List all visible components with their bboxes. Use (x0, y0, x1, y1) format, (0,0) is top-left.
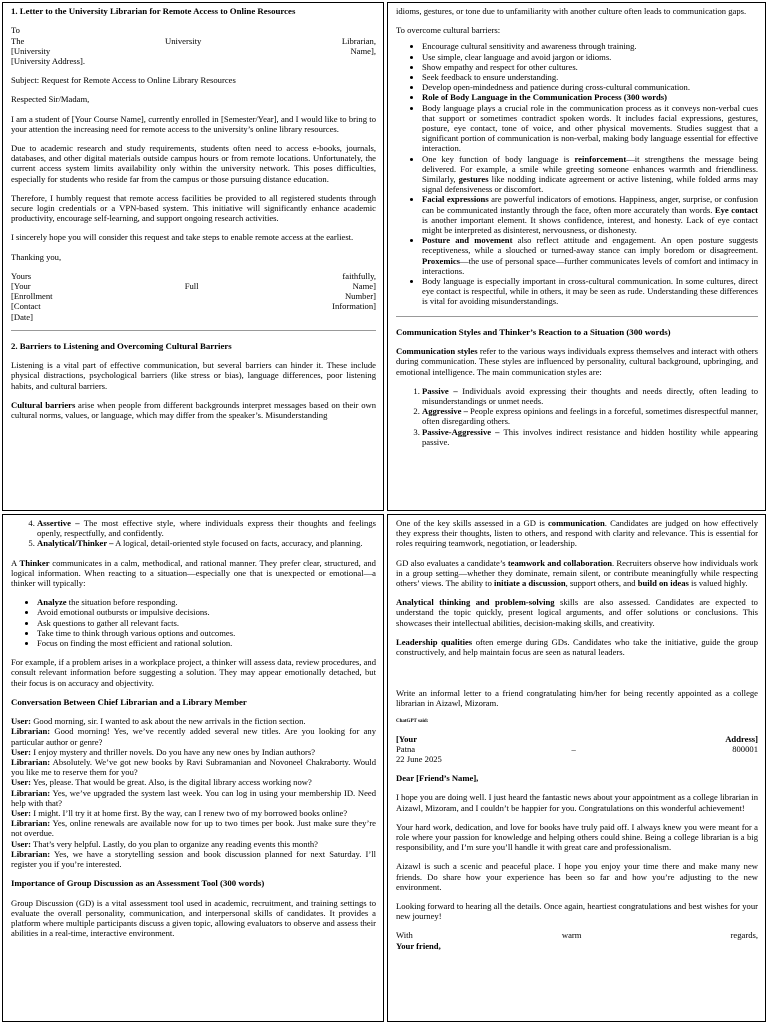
bold-term: Analyze (37, 597, 67, 608)
conversation-line (11, 777, 376, 787)
section-heading-letter: 1. Letter to the University Librarian for Remote Access to Online Resources (11, 6, 296, 16)
bold-term: Communication styles (396, 346, 478, 357)
conversation-text: Good morning! Yes, we’ve recently added several new titles. Are you looking for any particular author or genre? (11, 726, 376, 747)
speaker-label: Librarian: (11, 757, 51, 768)
letter-paragraph: Due to academic research and study requirements, students often need to access e-books, journals, databases, and other digital materials outside campus hours or from remote locations. Unfortunately, the current access system limits availability only within the university network. This poses difficulties, especially for students who reside far from the campus or those pursuing distance education. (11, 143, 376, 184)
letter-signoff (396, 941, 758, 951)
address-word: Patna (396, 743, 416, 754)
styles-paragraph (396, 346, 758, 377)
overcome-list (396, 41, 758, 306)
bold-term: initiate a discussion (494, 578, 566, 589)
conversation-line (11, 839, 376, 849)
bold-term: Cultural barriers (11, 399, 76, 410)
letter-paragraph: Therefore, I humbly request that remote access facilities be provided to all registered students through secure login credentials or a VPN-based system. This initiative will significantly enhance academic productivity, encourage self-learning, and support ongoing research activities. (11, 192, 376, 224)
speaker-label: User: (11, 808, 32, 819)
address-line-2 (11, 46, 376, 56)
gd-paragraph: Group Discussion (GD) is a vital assessment tool used in academic, recruitment, and training settings to evaluate the overall personality, communication, and interpersonal skills of candidates. It provides a platform where multiple participants discuss a given topic, allowing evaluators to observe and assess their abilities in a real-time, interactive environment. (11, 897, 376, 939)
signature-word: Information] (332, 301, 376, 312)
speaker-label: User: (11, 838, 32, 849)
letter-paragraph: Your hard work, dedication, and love for books have truly paid off. I always knew you were meant for a role where your passion for knowledge and helping others could shine. Being a college librarian is a big responsibility, and I’m sure you’ll handle it with great care and professionalism. (396, 821, 758, 853)
spacer (396, 666, 758, 688)
paragraph-text: also reflect attitude and engagement. An open posture suggests receptiveness, while a slouched or turned-away stance can imply boredom or disagreement. (422, 235, 758, 256)
conversation-text: Yes, please. That would be great. Also, is the digital library access working now? (31, 777, 312, 788)
thinker-paragraph (11, 558, 376, 589)
conversation-text: I enjoy mystery and thriller novels. Do you have any new ones by Indian authors? (31, 746, 316, 757)
bold-term: Passive-Aggressive – (422, 426, 500, 437)
address-word: Name], (350, 45, 376, 56)
paragraph-text: One key function of body language is (422, 153, 575, 164)
example-paragraph: For example, if a problem arises in a workplace project, a thinker will assess data, review procedures, and consult relevant information before suggesting a solution. They may appear emotionally detached, but their focus is on accuracy and objectivity. (11, 657, 376, 688)
paragraph-text: like nodding indicate agreement or active listening, while folded arms may signal defensiveness or discomfort. (422, 174, 758, 195)
list-item (422, 386, 758, 406)
paragraph-text: often emerge during GDs. Candidates who take the initiative, guide the group constructively, and help maintain focus are seen as natural leaders. (396, 636, 759, 658)
signature-word: Name] (352, 281, 376, 292)
signature-word: Full (184, 281, 199, 292)
section-heading-barriers: 2. Barriers to Listening and Overcoming Cultural Barriers (11, 340, 232, 351)
paragraph-text: , support others, and (565, 578, 638, 589)
letter-paragraph: I hope you are doing well. I just heard the fantastic news about your appointment as a college librarian in Aizawl, Mizoram, and I couldn’t be happier for you. Congratulations on this wonderful achievement! (396, 792, 758, 813)
bold-term: Assertive – (37, 518, 80, 528)
letter-paragraph: I sincerely hope you will consider this request and take steps to enable remote access at the earliest. (11, 232, 354, 243)
letter-subject: Subject: Request for Remote Access to Online Library Resources (11, 75, 236, 86)
list-item (37, 518, 376, 538)
section-divider (396, 316, 758, 317)
paragraph-text: the situation before responding. (66, 597, 178, 608)
paragraph-text: is another important element. It shows confidence, interest, and honesty. Lack of eye contact might be interpreted as disinterest, nervousness, or dishonesty. (422, 214, 758, 236)
signature-line (11, 271, 376, 281)
list-item: • Avoid emotional outbursts or impulsive decisions. (37, 607, 376, 617)
list-item: • Use simple, clear language and avoid jargon or idioms. (422, 52, 758, 62)
conversation-text: Yes, we’ve upgraded the system last week. You can log in using your membership ID. Need help with that? (11, 787, 376, 808)
paragraph-text: A (11, 557, 20, 568)
paragraph-text: refer to the various ways individuals express themselves and interact with others during communication. These styles are influenced by personality, cultural background, upbringing, and emotional intelligence. The main communication styles are: (396, 346, 758, 377)
signature-word: Yours (11, 270, 32, 281)
bold-term: Your friend, (396, 940, 441, 951)
list-item (422, 427, 758, 447)
speaker-label: User: (11, 716, 32, 727)
address-line-1 (11, 36, 376, 46)
bold-term: reinforcement (574, 153, 627, 164)
chatgpt-label: ChatGPT said: (396, 718, 429, 724)
letter-closing (396, 930, 758, 940)
list-item: • Focus on finding the most efficient and rational solution. (37, 638, 376, 648)
signature-word: [Your (11, 281, 31, 292)
paragraph-text: —it strengthens the message being delivered. For example, a smile while greeting someone enhances warmth and friendliness. Similarly, (422, 153, 759, 185)
styles-list (396, 386, 758, 447)
list-item: • Ask questions to gather all relevant facts. (37, 618, 376, 628)
list-item: • Develop open-mindedness and patience during cross-cultural communication. (422, 82, 758, 92)
bold-term: build on ideas (637, 578, 689, 589)
gd-paragraph (396, 558, 758, 589)
list-item (422, 235, 758, 276)
conversation-line (11, 808, 376, 818)
conversation-text: Absolutely. We’ve got new books by Ravi Subramanian and Novoneel Chakraborty. Would you like me to reserve them for you? (11, 757, 376, 778)
panel-body-language (387, 2, 766, 511)
signature-word: [Contact (11, 301, 41, 312)
letter-greeting (396, 773, 758, 783)
list-item-heading (422, 92, 758, 102)
letter-address-line (396, 744, 758, 754)
bold-term: Proxemics (422, 255, 461, 266)
conversation-line (11, 818, 376, 838)
address-line-3: [University Address]. (11, 56, 85, 67)
closing-word: With (396, 930, 413, 941)
gd-paragraph (396, 597, 758, 628)
gd-paragraph (396, 637, 758, 657)
paragraph-text: People express opinions and feelings in a forceful, sometimes disrespectful manner, often disregarding others. (422, 406, 758, 427)
letter-paragraph: Looking forward to hearing all the details. Once again, heartiest congratulations and best wishes for your new journey! (396, 901, 758, 922)
letter-address-line (396, 734, 758, 744)
bold-term: communication (547, 518, 605, 528)
speaker-label: Librarian: (11, 787, 51, 798)
section-heading-styles: Communication Styles and Thinker’s Reaction to a Situation (300 words) (396, 326, 671, 337)
list-item (37, 538, 376, 548)
bold-term: Analytical thinking and problem-solving (396, 597, 555, 608)
bold-term: Facial expressions (422, 194, 489, 205)
paragraph-text: is valued highly. (688, 578, 748, 589)
list-item (422, 194, 758, 235)
list-item: • Show empathy and respect for other cultures. (422, 62, 758, 72)
conversation-line (11, 726, 376, 746)
overcome-intro: To overcome cultural barriers: (396, 25, 501, 36)
panel-thinker-conversation (2, 514, 384, 1022)
speaker-label: Librarian: (11, 818, 51, 829)
paragraph-text: skills are also assessed. Candidates are expected to understand the topic quickly, present logical arguments, and offer solutions or conclusions. This showcases their intellectual abilities, decision-making skills, and creativity. (396, 597, 758, 628)
letter-paragraph: Aizawl is such a scenic and peaceful place. I hope you enjoy your time there and make many new friends. Do share how your experience has been so far and how you’re adjusting to the new environment. (396, 861, 758, 892)
paragraph-text: are powerful indicators of emotions. Happiness, anger, surprise, or confusion can be communicated instantly through the face, often more accurately than words. (422, 194, 758, 215)
list-item: • Body language is especially important in cross-cultural communication. In some cultures, direct eye contact is respectful, while in others, it may be seen as rude. Understanding these differences is vital for avoiding misunderstandings. (422, 276, 758, 307)
bold-term: gestures (458, 174, 489, 185)
conversation-text: That’s very helpful. Lastly, do you plan to organize any reading events this month? (31, 838, 318, 849)
bold-term: Leadership qualities (396, 636, 473, 647)
bold-term: Posture and movement (422, 235, 513, 246)
gd-paragraph (396, 518, 758, 549)
conversation-line (11, 849, 376, 869)
signature-line (11, 301, 376, 311)
letter-paragraph: I am a student of [Your Course Name], currently enrolled in [Semester/Year], and I would like to bring to your attention the increasing need for remote access to the university’s online library resources. (11, 113, 376, 134)
letter-to: To (11, 25, 20, 36)
signature-line (11, 291, 376, 301)
signature-line (11, 281, 376, 291)
bold-term: Eye contact (714, 204, 758, 215)
address-word: [Your (396, 733, 418, 744)
address-word: The (11, 35, 25, 46)
paragraph-text: The most effective style, where individuals express their thoughts and feelings openly, respectfully, and confidently. (37, 518, 376, 539)
paragraph-text: arise when people from different backgrounds interpret messages based on their own cultural norms, values, or language, which may differ from the speaker’s. Misunderstanding (11, 399, 376, 421)
bold-term: Aggressive – (422, 406, 468, 417)
conversation-text: Good morning, sir. I wanted to ask about the new arrivals in the fiction section. (31, 716, 306, 727)
conversation-text: Yes, online renewals are available now for up to two times per book. Just make sure they’re not overdue. (11, 818, 376, 839)
section-heading-conversation: Conversation Between Chief Librarian and a Library Member (11, 696, 247, 707)
bold-term: Analytical/Thinker – (37, 538, 114, 549)
barriers-paragraph: Listening is a vital part of effective communication, but several barriers can hinder it. These include physical distractions, psychological barriers (like stress or bias), language differences, poor listening habits, and cultural barriers. (11, 360, 376, 391)
speaker-label: User: (11, 746, 32, 757)
signature-date: [Date] (11, 311, 33, 322)
paragraph-text: Individuals avoid expressing their thoughts and needs directly, often leading to misunderstandings or unmet needs. (422, 385, 758, 406)
panel-gd-and-letter (387, 514, 766, 1022)
letter-date: 22 June 2025 (396, 754, 442, 765)
conversation-line (11, 757, 376, 777)
paragraph-text: One of the key skills assessed in a GD is (396, 518, 548, 528)
signature-word: [Enrollment (11, 291, 53, 302)
bold-term: teamwork and collaboration (507, 557, 613, 568)
paragraph-text: . Recruiters observe how individuals work in a group setting—whether they dominate, remain silent, or contribute meaningfully while respecting others’ views. The ability to (396, 557, 759, 589)
question-prompt: Write an informal letter to a friend congratulating him/her for being recently appointed as a college librarian in Aizawl, Mizoram. (396, 688, 758, 709)
conversation-text: Yes, we have a storytelling session and book discussion planned for next Saturday. I’ll register you if you’re interested. (11, 848, 376, 870)
continued-paragraph: idioms, gestures, or tone due to unfamiliarity with another culture often leads to communication gaps. (396, 6, 747, 16)
signature-word: faithfully, (342, 270, 376, 281)
address-word: 800001 (732, 743, 758, 754)
list-item: • Encourage cultural sensitivity and awareness through training. (422, 41, 758, 51)
cultural-barriers-paragraph (11, 400, 376, 420)
styles-list-continued (11, 518, 376, 549)
bold-term: Thinker (19, 557, 50, 568)
speaker-label: Librarian: (11, 726, 51, 737)
panel-letter-librarian (2, 2, 384, 511)
conversation (11, 716, 376, 869)
closing-word: warm (561, 930, 582, 941)
section-heading-gd: Importance of Group Discussion as an Assessment Tool (300 words) (11, 878, 265, 889)
paragraph-text: This involves indirect resistance and hidden hostility while appearing passive. (422, 426, 758, 447)
bold-term: Dear [Friend’s Name], (396, 773, 479, 784)
address-word: Address] (725, 733, 758, 744)
paragraph-text: GD also evaluates a candidate’s (396, 557, 508, 568)
speaker-label: User: (11, 777, 32, 788)
conversation-line (11, 716, 376, 726)
list-item (37, 597, 376, 607)
list-item: • Take time to think through various options and outcomes. (37, 628, 376, 638)
letter-thanks: Thanking you, (11, 251, 62, 262)
paragraph-text: —the use of personal space—further communicates levels of comfort and intimacy in interactions. (422, 255, 758, 276)
list-item (422, 406, 758, 426)
speaker-label: Librarian: (11, 848, 51, 859)
section-divider (11, 330, 376, 331)
paragraph-text: A logical, detail-oriented style focused on facts, accuracy, and planning. (113, 538, 363, 549)
address-word: [University (11, 45, 51, 56)
conversation-line (11, 788, 376, 808)
list-item: • Seek feedback to ensure understanding. (422, 72, 758, 82)
bold-term: Role of Body Language in the Communication Process (300 words) (422, 92, 668, 103)
list-item: • Body language plays a crucial role in the communication process as it conveys non-verbal cues that support or sometimes contradict spoken words. It includes facial expressions, gestures, posture, eye contact, tone of voice, and other physical movements. Studies suggest that a significant portion of communication is non-verbal, making body language essential for effective interaction. (422, 103, 758, 154)
paragraph-text: communicates in a calm, methodical, and rational manner. They prefer clear, structured, and logical information. When reacting to a situation—especially one that is unexpected or emotional—a thinker will typically: (11, 557, 376, 589)
thinker-list (11, 597, 376, 648)
closing-word: regards, (730, 930, 758, 941)
conversation-text: I might. I’ll try it at home first. By the way, can I renew two of my borrowed books online? (31, 808, 348, 819)
list-item (422, 154, 758, 195)
paragraph-text: . Candidates are judged on how effectively they express their thoughts, listen to others, and respond with clarity and relevance. This is essential for roles requiring teamwork, negotiation, or leadership. (396, 518, 758, 549)
address-word: – (571, 743, 576, 754)
address-word: University (164, 35, 202, 46)
signature-word: Number] (344, 291, 376, 302)
conversation-line (11, 747, 376, 757)
address-word: Librarian, (341, 35, 376, 46)
letter-salutation: Respected Sir/Madam, (11, 94, 90, 105)
bold-term: Passive – (422, 385, 458, 396)
